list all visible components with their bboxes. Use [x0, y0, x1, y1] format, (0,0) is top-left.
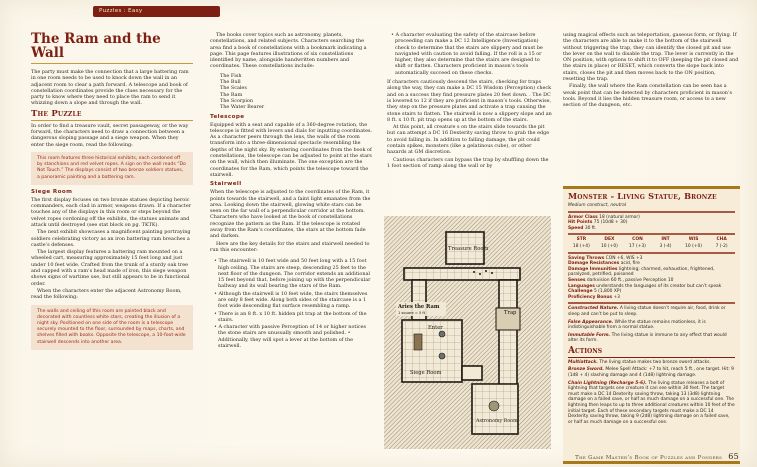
lever-paragraph: using magical effects such as teleportation, gaseous form, or flying. If the characters are able to make it to the bottom of the stairwell without triggering the trap, they can identify the closed pit and use the lever on the wall to disable the trap. The lever is currently in the ON position, with options to shift it to OFF (keeping the pit closed and the stairs in place) or RESET, which converts the slope back into stairs, closes the pit and then moves back to the ON position, resetting the trap.	[563, 32, 739, 83]
hit-points: Hit Points 75 (10d8 + 30)	[568, 220, 628, 226]
read-aloud-box-siege: This room features three historical exhibits, each cordoned off by stanchions and red velvet ropes. A sign on the wall reads “Do Not Touch.” The displays consist of two bronze soldiers statues, a panoramic painting and a battering ram.	[31, 152, 193, 185]
page-title: The Ram and the Wall	[31, 32, 193, 64]
weak-point-paragraph: Finally, the wall where the Ram constellation can be seen has a weak point that can be detected by characters proficient in mason’s tools. Beyond it lies the hidden treasure room, or access to a new section of the dungeon, etc.	[563, 83, 733, 109]
list-item: • There is an 8 ft. x 10 ft. hidden pit trap at the bottom of the stairs.	[214, 311, 374, 324]
section-tab: Puzzles : Easy	[93, 6, 220, 17]
languages: Languages understands the languages of its creator but can’t speak	[568, 283, 722, 289]
trait-immutable: Immutable Form. The living statue is immune to any effect that would alter its form.	[568, 332, 727, 344]
list-item: • A character with passive Perception of 14 or higher notices the stone stairs are unusually smooth and polished. • Additionally, they will spot a lever at the bottom of the stairwell.	[214, 324, 374, 349]
list-item: The Scales	[220, 85, 247, 92]
divider	[568, 302, 735, 304]
book-title: The Game Master’s Book of Puzzles and Ponders	[575, 455, 723, 461]
senses: Senses darkvision 60 ft., passive Perception 10	[568, 277, 674, 283]
list-item: The Scorpion	[220, 97, 254, 104]
read-aloud-box-astronomy: The walls and ceiling of this room are painted black and decorated with countless white stars, creating the illusion of a night sky. Positioned on one side of the room is a telescope securely mounted to the floor, surrounded by maps, charts, and shelves filled with books. Opposite the telescope, a 10-foot-wide stairwell descends into another area.	[31, 305, 193, 350]
siege-paragraph-1: The first display focuses on two bronze statues depicting heroic commanders, each clad in armor, weapons drawn. If a character touches any of the displays in this room or steps beyond the velvet ropes cordoning off the exhibits, the statues animate and attack until destroyed (see stat block on pg. TKTK).	[31, 196, 192, 228]
column-2	[210, 32, 374, 350]
column-1	[31, 32, 193, 354]
map-label-treasure: Treasure Room	[448, 246, 489, 252]
stairwell-heading: Stairwell	[210, 181, 242, 188]
challenge: Challenge 5 (1,800 XP)	[568, 289, 622, 295]
dungeon-map	[384, 216, 551, 449]
saving-throws: Saving Throws CON +6, WIS +3	[568, 255, 643, 261]
page-footer	[575, 452, 739, 461]
actions-heading: Actions	[568, 347, 735, 358]
list-item: The Bull	[220, 79, 241, 86]
map-label-enter: Enter	[428, 325, 443, 331]
column-4	[563, 32, 739, 110]
monster-name: Monster - Living Statue, Bronze	[568, 191, 717, 201]
map-label-astronomy: Astronomy Room	[476, 419, 518, 424]
action-multiattack: Multiattack. The living statue makes two bronze sword attacks.	[568, 359, 711, 365]
page-number: 65	[728, 452, 739, 461]
armor-class: Armor Class 18 (natural armor)	[568, 214, 640, 220]
map-label-scale: 1 square = 5 ft	[398, 311, 426, 315]
ability-scores: 18 (+4) 10 (+0) 17 (+3) 3 (-4) 10 (+0) 7 (-2)	[572, 243, 728, 249]
siege-room-heading: Siege Room	[31, 188, 73, 195]
siege-paragraph-3: The largest display features a battering ram mounted on a wheeled cart, measuring approximately 15 feet long and just under 10 feet wide. Crafted from the trunk of a sturdy oak tree and capped with a ram’s head made of iron, this siege weapon shows signs of wartime use, but still appears to be in functional order.	[31, 249, 190, 287]
puzzle-paragraph: In order to find a treasure vault, secret passageway, or the way forward, the characters need to draw a connection between a dangerous sloping passage and a siege weapon. When they enter the siege room, read the following:	[31, 122, 189, 148]
map-drawing	[384, 216, 551, 449]
list-item: The Ram	[220, 91, 243, 98]
monster-type: Medium construct, neutral	[568, 203, 627, 208]
list-item: • A character evaluating the safety of the staircase before proceeding can make a DC 12 Intelligence (Investigation) check to determine that the stairs are slippery and must be navigated with caution to avoid falling. If the roll is a 15 or higher, they also determine that the stairs are designed to shift or flatten. Characters proficient in mason’s tools automatically succeed on these checks.	[391, 32, 552, 76]
map-label-siege: Siege Room	[410, 370, 442, 376]
intro-paragraph: The party must make the connection that a large battering ram in one room needs to be used to knock down the wall in an adjacent room to clear a path forward. A telescope and book of constellation coordinates provide the clues necessary for the party to know where they need to place the ram to send it whizzing down a slope and through the wall.	[31, 69, 189, 107]
ability-headers: STR DEX CON INT WIS CHA	[576, 237, 727, 243]
telescope-paragraph: Equipped with a seat and capable of a 360-degree rotation, the telescope is fitted with levers and dials for inputting coordinates. As a character peers through the lens, the walls of the room transform into a three-dimensional spectacle resembling the depths of the night sky. By entering coordinates from the book of constellations, the telescope can be adjusted to point at the stars on the wall, which then illuminate. The one exception are the coordinates for the Ram, which points the telescope toward the stairwell.	[210, 121, 373, 178]
map-label-trap: Trap	[504, 310, 517, 316]
puzzle-heading: The Puzzle	[31, 110, 193, 121]
bypass-paragraph: Cautious characters can bypass the trap by shuffling down the 1 foot section of ramp along the wall or by	[387, 156, 549, 169]
siege-paragraph-4: When the characters enter the adjacent Astronomy Room, read the following:	[31, 287, 182, 301]
divider	[568, 252, 735, 254]
trait-constructed: Constructed Nature. A living statue doesn’t require air, food, drink or sleep and can’t be put to sleep.	[568, 306, 726, 317]
stairwell-paragraph-2: Here are the key details for the stairs and stairwell needed to run this encounter:	[210, 240, 370, 253]
column-3	[387, 31, 552, 170]
stairwell-paragraph: When the telescope is adjusted to the coordinates of the Ram, it points towards the stairwell, and a faint light emanates from the area. Looking down the stairwell, glowing white stars can be seen on the far wall of a perpendicular corridor at the bottom. Characters who have looked at the book of constellations recognize the pattern as the Ram. If the telescope is rotated away from the Ram’s coordinates, the stars at the bottom fade and darken.	[210, 189, 371, 240]
action-bronze-sword: Bronze Sword. Melee Spell Attack: +7 to hit, reach 5 ft., one target. Hit: 9 (1d8 + 4) slashing damage and 4 (1d8) lightning damage.	[568, 367, 734, 379]
stairwell-details	[210, 258, 374, 349]
books-paragraph: The books cover topics such as astronomy, planets, constellations, and related subjects. Characters searching the area find a book of constellations with a bookmark indicating a page. This page features illustrations of six constellations identified by name, alongside handwritten numbers and coordinates. These constellations include:	[210, 32, 367, 70]
map-label-aries: Aries the Ram	[398, 304, 440, 310]
slide-paragraph: At this point, all creature s on the stairs slide towards the pit but can attempt a DC 16 Dexterity saving throw to grab the edge to avoid falling in. In addition to falling damage, the pit could contain spikes, monsters (like a gelatinous cube), or other hazards at GM discretion.	[387, 124, 550, 156]
siege-paragraph-2: The next exhibit showcases a magnificent painting portraying soldiers celebrating victory as an iron battering ram breaches a castle’s defenses.	[31, 229, 191, 248]
damage-immunities: Damage Immunities lightning; charmed, exhaustion, frightened, paralyzed, petrified, poisoned	[568, 266, 715, 278]
divider	[568, 233, 735, 235]
list-item: The Fish	[220, 72, 242, 79]
list-item: • The stairwell is 10 feet wide and 50 feet long with a 15 foot high ceiling. The stairs are steep, descending 25 feet to the next floor of the dungeon. The corridor extends an additional 15 feet beyond that, before joining up with the perpendicular hallway and its wall bearing the stars of the Ram.	[214, 258, 374, 289]
descend-paragraph: If characters cautiously descend the stairs, checking for traps along the way, they can make a DC 15 Wisdom (Perception) check and on a success they find pressure plates 20 feet down. . The DC is lowered to 12 if they are proficient in mason’s tools. Otherwise, they step on the pressure plates and activate a trap causing the stone stairs to flatten. The stairwell is now a slippery slope and an 8 ft. x 10 ft. pit trap opens up at the bottom of the stairs.	[387, 79, 552, 123]
list-item: • Although the stairwell is 10 feet wide, the stairs themselves are only 8 feet wide. Along both sides of the staircase is a 1 foot wide descending flat surface resembling a ramp.	[214, 291, 374, 310]
damage-resistances: Damage Resistances acid, fire	[568, 261, 640, 267]
telescope-heading: Telescope	[210, 113, 245, 120]
trait-false-appearance: False Appearance. While the statue remains motionless, it is indistinguishable from a normal statue.	[568, 319, 706, 331]
speed: Speed 30 ft.	[568, 225, 597, 231]
constellation-list	[220, 73, 374, 111]
proficiency-bonus: Proficiency Bonus +3	[568, 294, 620, 300]
action-chain-lightning: Chain Lightning (Recharge 5-6). The living statue releases a bolt of lightning that targets one creature it can see within 30 feet. The target must make a DC 14 Dexterity saving throw, taking 13 (3d8) lightning damage on a failed save, or half as much damage on a successful one. The lightning then leaps to up to three additional creatures within 10 feet of the initial target. Each of these secondary targets must make a DC 14 Dexterity saving throw, taking 9 (2d8) lightning damage on a failed save, or half as much damage on a successful one.	[568, 380, 735, 425]
stat-block	[563, 186, 740, 464]
divider	[568, 211, 735, 213]
list-item: The Water Bearer	[220, 104, 265, 111]
